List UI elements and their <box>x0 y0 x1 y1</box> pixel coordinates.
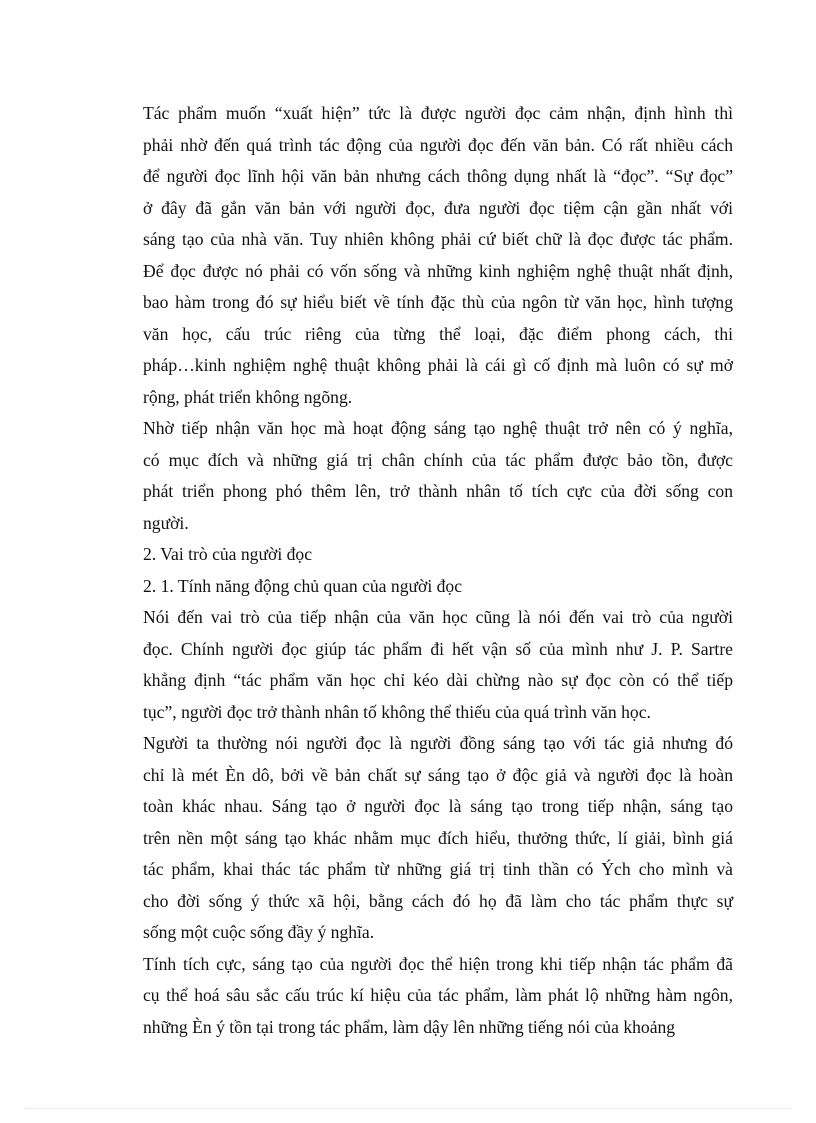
text-line: có mục đích và những giá trị chân chính của tác phẩm được bảo tồn, được <box>143 449 733 470</box>
text-line: Tác phẩm muốn “xuất hiện” tức là được người đọc cảm nhận, định hình thì <box>143 103 733 123</box>
paragraph-co-creation <box>143 728 733 949</box>
text-line: sáng tạo của nhà văn. Tuy nhiên không phải cứ biết chữ là đọc được tác phẩm. <box>143 229 733 249</box>
text-line: toàn khác nhau. Sáng tạo ở người đọc là sáng tạo trong tiếp nhận, sáng tạo <box>143 796 733 816</box>
section-heading <box>143 539 733 571</box>
text-line: bao hàm trong đó sự hiểu biết về tính đặc thù của ngôn từ văn học, hình tượng <box>143 292 733 312</box>
text-line: chỉ là mét Èn dô, bởi về bản chất sự sáng tạo ở độc giả và người đọc là hoàn <box>143 764 733 785</box>
text-line: Tính tích cực, sáng tạo của người đọc thể hiện trong khi tiếp nhận tác phẩm đã <box>143 953 733 974</box>
text-line: văn học, cấu trúc riêng của từng thể loại, đặc điểm phong cách, thi <box>143 323 733 344</box>
paragraph-reader-activity <box>143 949 733 1044</box>
text-line: Người ta thường nói người đọc là người đồng sáng tạo với tác giả nhưng đó <box>143 733 733 753</box>
text-line: khẳng định “tác phẩm văn học chỉ kéo dài chừng nào sự đọc còn có thể tiếp <box>143 670 733 690</box>
text-line: Nhờ tiếp nhận văn học mà hoạt động sáng tạo nghệ thuật trở nên có ý nghĩa, <box>143 418 733 438</box>
text-line: 2. 1. Tính năng động chủ quan của người đọc <box>143 575 463 596</box>
text-line: sống một cuộc sống đầy ý nghĩa. <box>143 922 375 942</box>
text-line: phát triển phong phó thêm lên, trở thành nhân tố tích cực của đời sống con <box>143 481 733 501</box>
text-line: cho đời sống ý thức xã hội, bằng cách đó họ đã làm cho tác phẩm thực sự <box>143 890 733 911</box>
text-line: những Èn ý tồn tại trong tác phẩm, làm dậy lên những tiếng nói của khoảng <box>143 1016 676 1037</box>
subsection-heading <box>143 571 733 603</box>
paragraph-reception-reading <box>143 98 733 413</box>
text-line: tục”, người đọc trở thành nhân tố không thể thiếu của quá trình văn học. <box>143 701 651 722</box>
text-line: rộng, phát triển không ngõng. <box>143 386 353 407</box>
text-line: 2. Vai trò của người đọc <box>143 544 313 564</box>
text-line: ở đây đã gắn văn bản với người đọc, đưa người đọc tiệm cận gần nhất với <box>143 197 733 218</box>
page-bottom-divider <box>24 1108 792 1109</box>
text-line: phải nhờ đến quá trình tác động của người đọc đến văn bản. Có rất nhiều cách <box>143 134 733 155</box>
text-line: người. <box>143 512 189 533</box>
text-line: tác phẩm, khai thác tác phẩm từ những giá trị tinh thần có Ých cho mình và <box>143 859 733 879</box>
text-line: đọc. Chính người đọc giúp tác phẩm đi hết vận số của mình như J. P. Sartre <box>143 638 733 659</box>
paragraph-reception-meaning <box>143 413 733 539</box>
text-line: Nói đến vai trò của tiếp nhận của văn học cũng là nói đến vai trò của người <box>143 607 733 627</box>
text-line: trên nền một sáng tạo khác nhằm mục đích hiểu, thưởng thức, lí giải, bình giá <box>143 827 733 848</box>
text-line: cụ thể hoá sâu sắc cấu trúc kí hiệu của tác phẩm, làm phát lộ những hàm ngôn, <box>143 985 733 1005</box>
text-line: để người đọc lĩnh hội văn bản nhưng cách thông dụng nhất là “đọc”. “Sự đọc” <box>143 166 733 186</box>
paragraph-reader-role <box>143 602 733 728</box>
document-body <box>143 98 733 1043</box>
text-line: Để đọc được nó phải có vốn sống và những kinh nghiệm nghệ thuật nhất định, <box>143 260 733 281</box>
text-line: pháp…kinh nghiệm nghệ thuật không phải là cái gì cố định mà luôn có sự mở <box>143 355 733 375</box>
